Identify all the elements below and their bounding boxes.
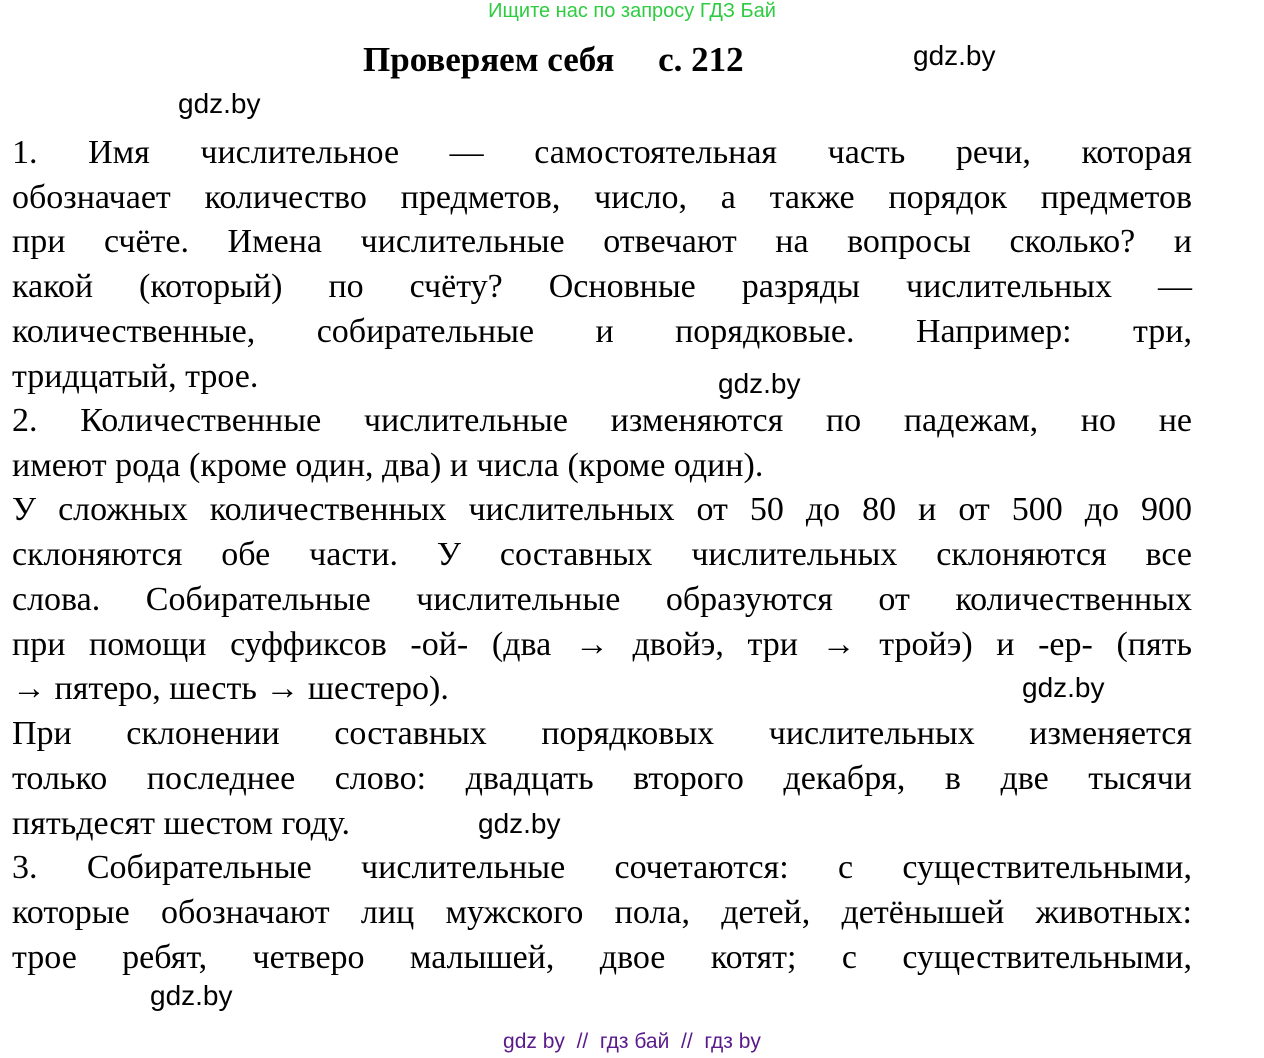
promo-banner: Ищите нас по запросу ГДЗ Бай [488,0,776,22]
watermark: gdz.by [478,808,561,839]
text-line: только последнее слово: двадцать второго декабря, в две тысячи [12,760,1192,797]
text-line: → пятеро, шесть → шестеро). [12,670,449,707]
text-line: количественные, собирательные и порядковые. Например: три, [12,313,1192,350]
watermark: gdz.by [913,40,996,71]
text-line: при счёте. Имена числительные отвечают на вопросы сколько? и [12,223,1192,260]
text-line: 1. Имя числительное — самостоятельная часть речи, которая [12,134,1192,171]
text-line: слова. Собирательные числительные образуются от количественных [12,581,1192,618]
text-line: пятьдесят шестом году. [12,805,351,842]
text-line: какой (который) по счёту? Основные разряды числительных — [12,268,1192,305]
text-line: При склонении составных порядковых числительных изменяется [12,715,1192,752]
text-line: трое ребят, четверо малышей, двое котят; с существительными, [12,939,1192,976]
watermark: gdz.by [718,368,801,399]
page-title: Проверяем себя с. 212 [363,40,744,79]
text-line: обозначает количество предметов, число, а также порядок предметов [12,179,1192,216]
footer-links: gdz by // гдз бай // гдз by [503,1030,761,1053]
watermark: gdz.by [150,980,233,1011]
text-line: У сложных количественных числительных от 50 до 80 и от 500 до 900 [12,491,1192,528]
text-line: 2. Количественные числительные изменяются по падежам, но не [12,402,1192,439]
text-line: при помощи суффиксов -ой- (два → двойэ, три → тройэ) и -ер- (пять [12,626,1192,663]
watermark: gdz.by [178,88,261,119]
text-line: которые обозначают лиц мужского пола, детей, детёнышей животных: [12,894,1192,931]
watermark: gdz.by [1022,672,1105,703]
text-line: 3. Собирательные числительные сочетаются: с существительными, [12,849,1192,886]
text-line: имеют рода (кроме один, два) и числа (кроме один). [12,447,764,484]
text-line: тридцатый, трое. [12,358,259,395]
text-line: склоняются обе части. У составных числительных склоняются все [12,536,1192,573]
